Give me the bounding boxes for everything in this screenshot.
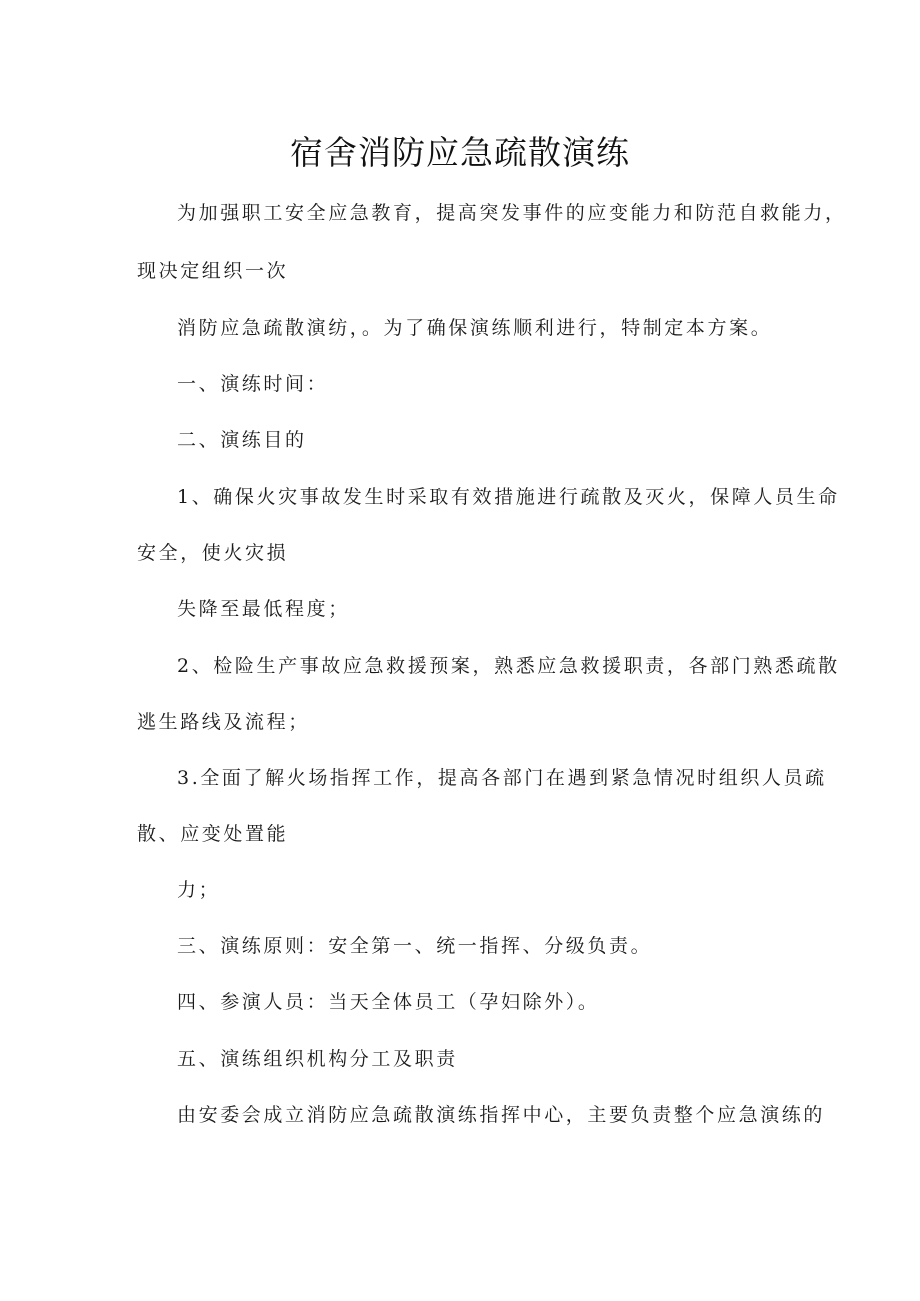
paragraph-intro-line-2: 现决定组织一次 bbox=[137, 260, 289, 282]
section-heading-principles: 三、演练原则：安全第一、统一指挥、分级负责。 bbox=[177, 935, 653, 957]
paragraph-intro-line-1: 为加强职工安全应急教育，提高突发事件的应变能力和防范自救能力， bbox=[177, 202, 847, 224]
section-heading-organization: 五、演练组织机构分工及职责 bbox=[177, 1048, 458, 1070]
document-title: 宿舍消防应急疏散演练 bbox=[290, 133, 630, 172]
purpose-item-1-line-2: 安全，使火灾损 bbox=[137, 542, 289, 564]
purpose-item-2-line-2: 逃生路线及流程； bbox=[137, 711, 310, 733]
purpose-item-3-line-3: 力； bbox=[177, 879, 221, 901]
purpose-item-2-line-1: 2、检险生产事故应急救援预案，熟悉应急救援职责，各部门熟悉疏散 bbox=[177, 655, 840, 677]
purpose-item-1-line-1: 1、确保火灾事故发生时采取有效措施进行疏散及灭火，保障人员生命 bbox=[177, 486, 840, 508]
paragraph-intro-line-3: 消防应急疏散演纺，。为了确保演练顺利进行，特制定本方案。 bbox=[177, 317, 773, 339]
purpose-item-1-line-3: 失降至最低程度； bbox=[177, 598, 350, 620]
purpose-item-3-line-2: 散、应变处置能 bbox=[137, 823, 289, 845]
organization-paragraph-line-1: 由安委会成立消防应急疏散演练指挥中心，主要负责整个应急演练的 bbox=[177, 1104, 826, 1126]
section-heading-purpose: 二、演练目的 bbox=[177, 429, 307, 451]
section-heading-participants: 四、参演人员：当天全体员工（孕妇除外）。 bbox=[177, 991, 600, 1013]
purpose-item-3-line-1: 3.全面了解火场指挥工作，提高各部门在遇到紧急情况时组织人员疏 bbox=[177, 767, 827, 789]
section-heading-time: 一、演练时间： bbox=[177, 373, 329, 395]
